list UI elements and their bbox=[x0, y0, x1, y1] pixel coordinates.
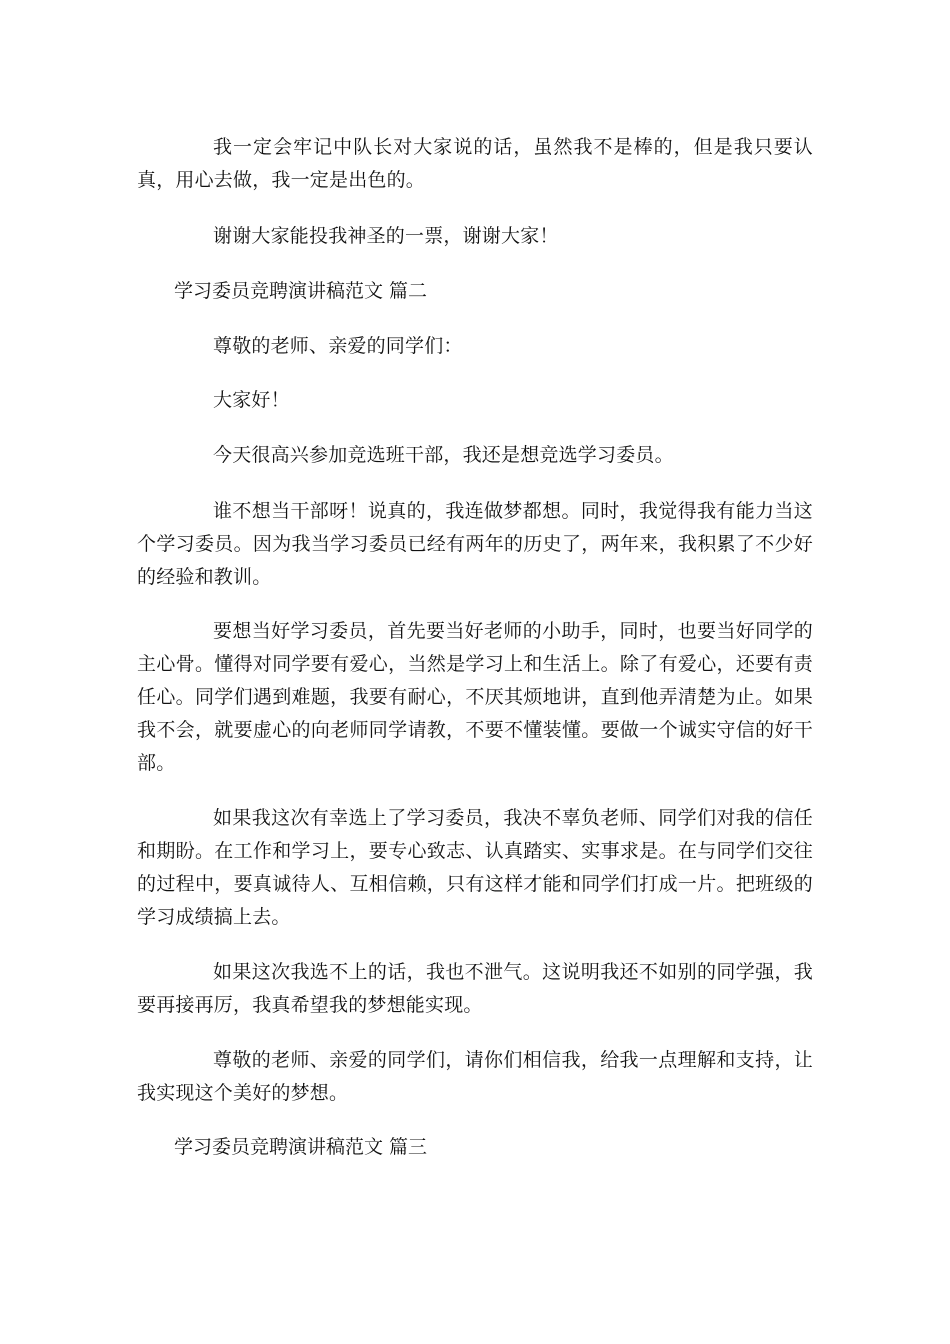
paragraph-commitment bbox=[137, 802, 813, 934]
paragraph-duties bbox=[137, 615, 813, 780]
paragraph-not-discouraged bbox=[137, 956, 813, 1022]
section-heading-three: 学习委员竞聘演讲稿范文 篇三 bbox=[174, 1136, 428, 1158]
section-heading-two: 学习委员竞聘演讲稿范文 篇二 bbox=[174, 280, 428, 302]
paragraph-closing-promise bbox=[137, 131, 813, 197]
paragraph-greeting bbox=[137, 330, 813, 363]
paragraph: 谢谢大家能投我神圣的一票，谢谢大家！ bbox=[213, 225, 559, 247]
paragraph: 如果我这次有幸选上了学习委员，我决不辜负老师、同学们对我的信任和期盼。在工作和学习上，要专心致志、认真踏实、实事求是。在与同学们交往的过程中，要真诚待人、互相信赖，只有这样才能和同学们打成一片。把班级的学习成绩搞上去。 bbox=[137, 807, 813, 928]
paragraph: 谁不想当干部呀！说真的，我连做梦都想。同时，我觉得我有能力当这个学习委员。因为我当学习委员已经有两年的历史了，两年来，我积累了不少好的经验和教训。 bbox=[137, 500, 813, 588]
paragraph: 尊敬的老师、亲爱的同学们，请你们相信我，给我一点理解和支持，让我实现这个美好的梦想。 bbox=[137, 1049, 813, 1104]
paragraph: 要想当好学习委员，首先要当好老师的小助手，同时，也要当好同学的主心骨。懂得对同学要有爱心，当然是学习上和生活上。除了有爱心，还要有责任心。同学们遇到难题，我要有耐心，不厌其烦地讲，直到他弄清楚为止。如果我不会，就要虚心的向老师同学请教，不要不懂装懂。要做一个诚实守信的好干部。 bbox=[137, 620, 813, 774]
paragraph-hello bbox=[137, 384, 813, 417]
paragraph: 如果这次我选不上的话，我也不泄气。这说明我还不如别的同学强，我要再接再厉，我真希望我的梦想能实现。 bbox=[137, 961, 813, 1016]
paragraph: 我一定会牢记中队长对大家说的话，虽然我不是棒的，但是我只要认真，用心去做，我一定是出色的。 bbox=[137, 136, 813, 191]
paragraph-thanks bbox=[137, 220, 813, 253]
paragraph: 尊敬的老师、亲爱的同学们： bbox=[213, 335, 463, 357]
paragraph-appeal bbox=[137, 1044, 813, 1110]
paragraph-experience bbox=[137, 495, 813, 594]
paragraph: 大家好！ bbox=[213, 389, 290, 411]
paragraph: 今天很高兴参加竞选班干部，我还是想竞选学习委员。 bbox=[213, 444, 674, 466]
paragraph-intro bbox=[137, 439, 813, 472]
